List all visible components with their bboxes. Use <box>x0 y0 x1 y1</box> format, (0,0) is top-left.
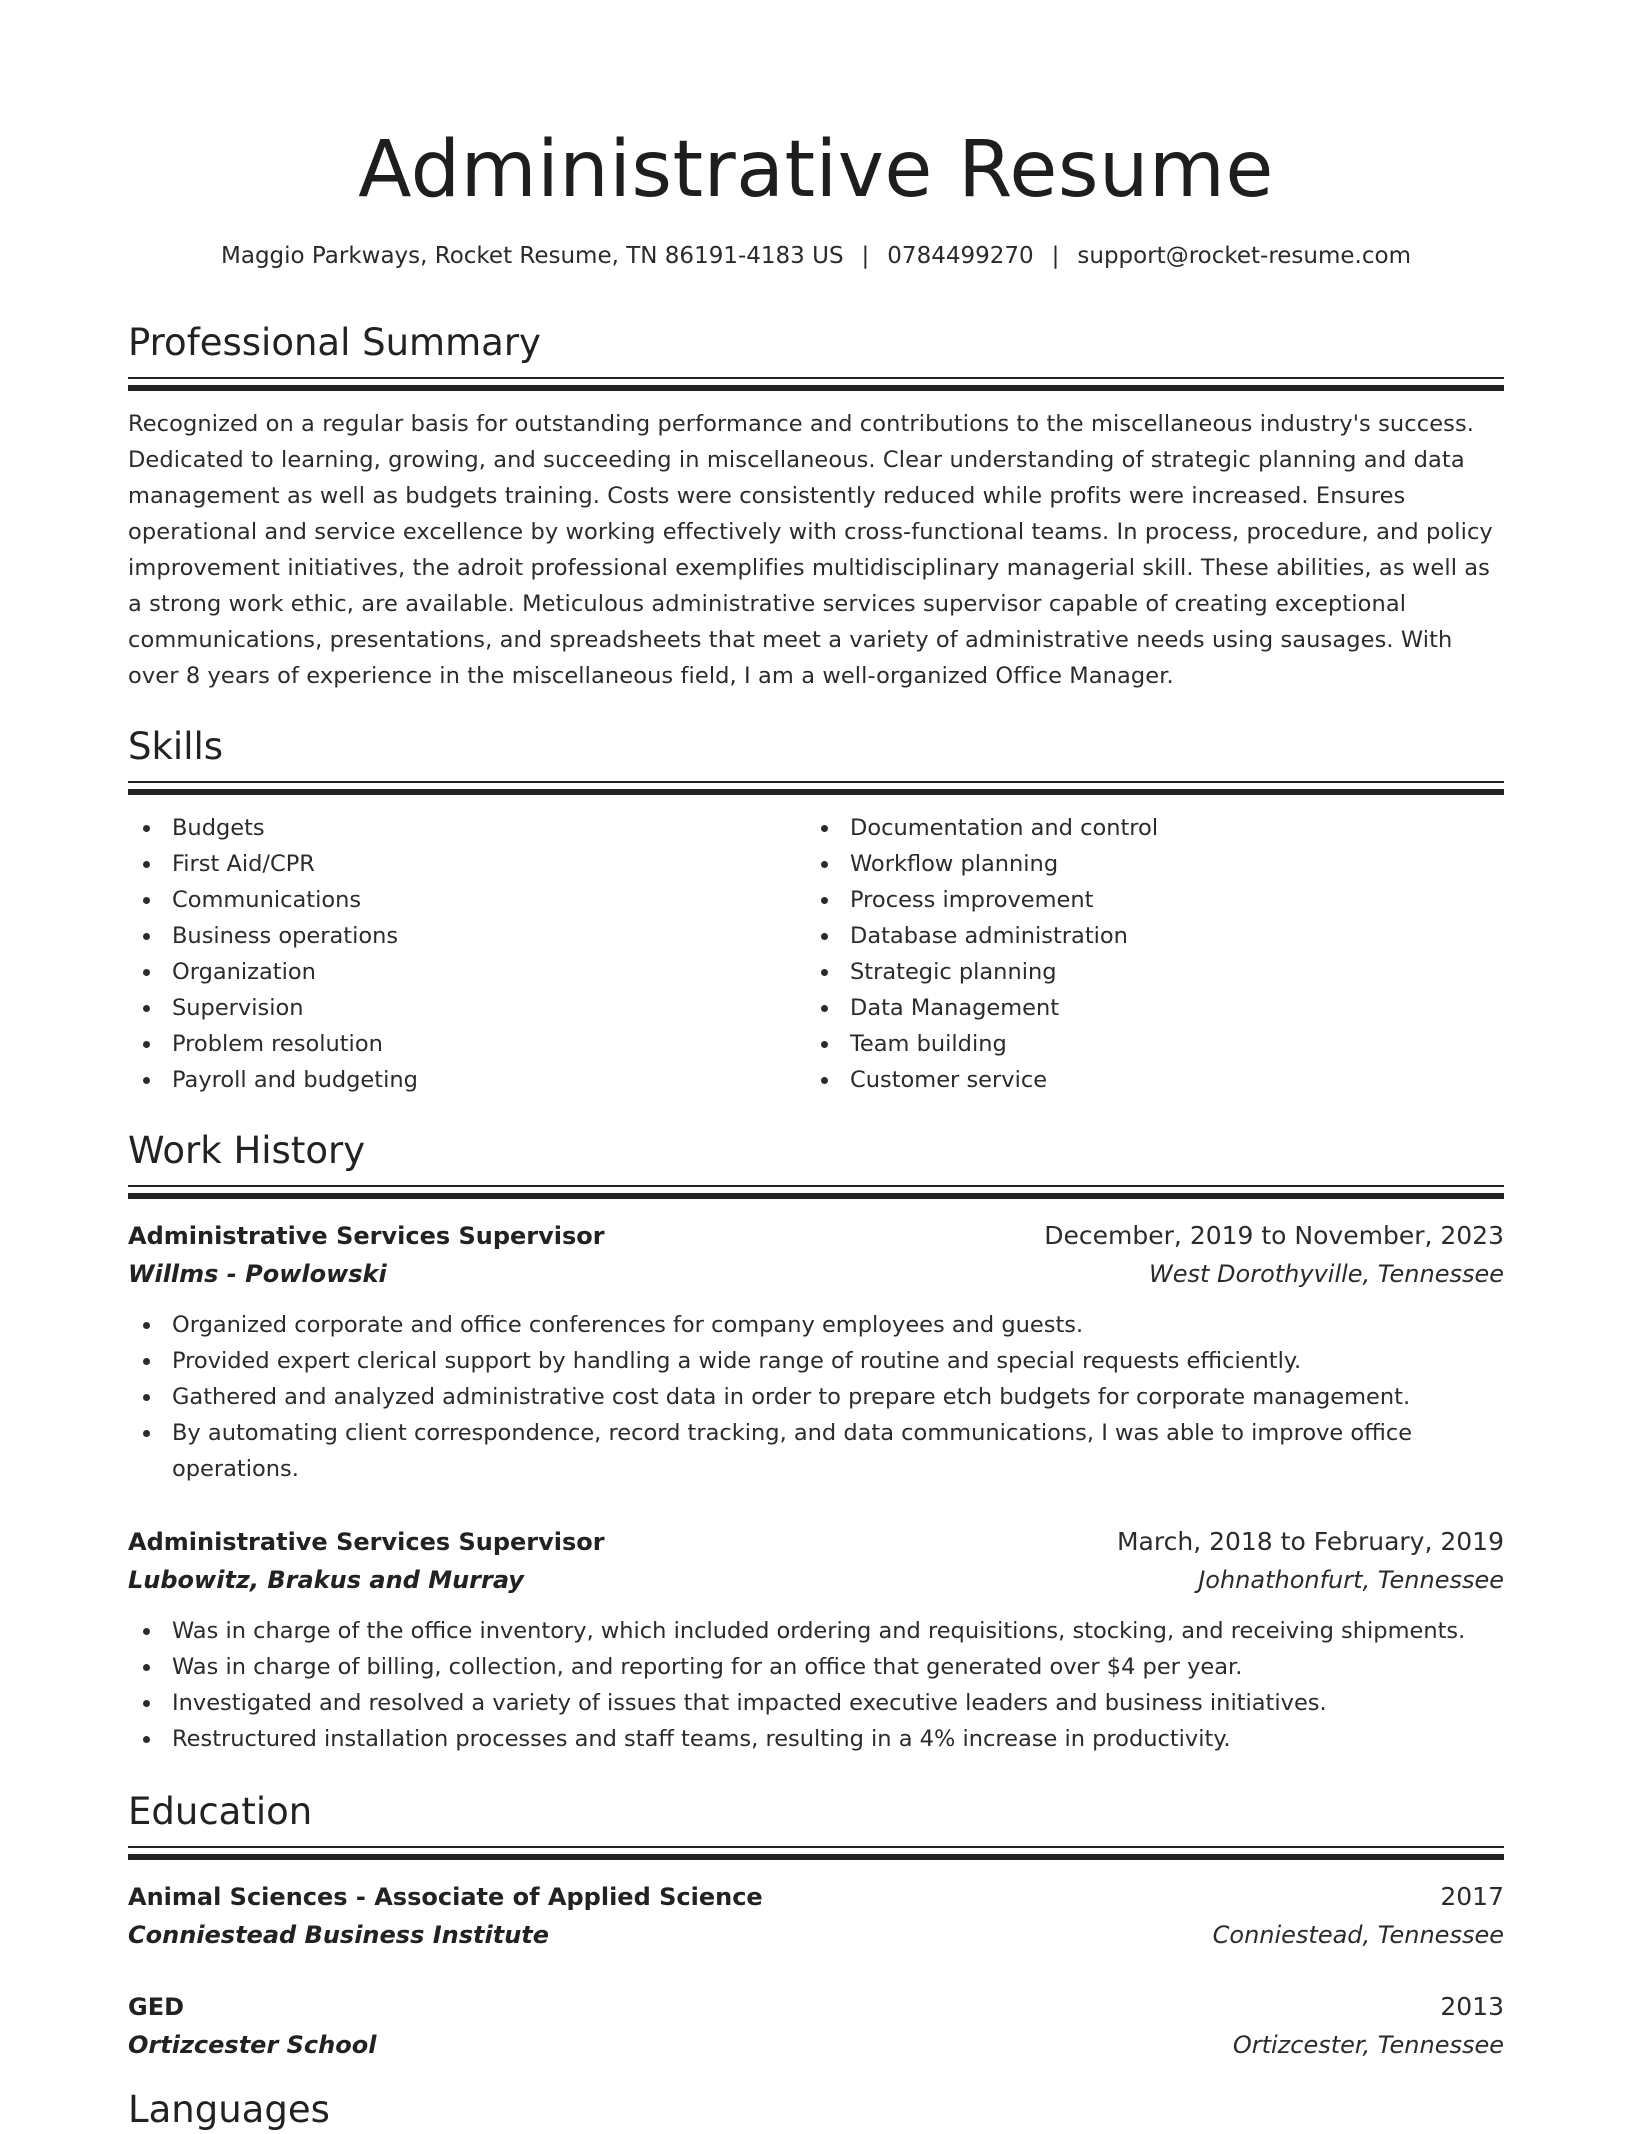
address: Maggio Parkways, Rocket Resume, TN 86191-4183 US <box>221 243 844 269</box>
job-entry <box>128 1523 1504 1757</box>
list-item: Database administration <box>806 918 1466 954</box>
list-item: Payroll and budgeting <box>128 1062 788 1098</box>
list-item: Data Management <box>806 990 1466 1026</box>
resume-page <box>128 0 1504 2131</box>
section-title-education: Education <box>128 1790 313 1833</box>
job-dates: March, 2018 to February, 2019 <box>1116 1527 1504 1556</box>
list-item: Organization <box>128 954 788 990</box>
job-title: Administrative Services Supervisor <box>128 1222 605 1250</box>
job-location: West Dorothyville, Tennessee <box>1149 1260 1504 1288</box>
list-item: Budgets <box>128 810 788 846</box>
list-item: Strategic planning <box>806 954 1466 990</box>
school-name: Ortizcester School <box>128 2031 377 2059</box>
section-title-skills: Skills <box>128 725 224 768</box>
job-entry <box>128 1217 1504 1487</box>
list-item: Problem resolution <box>128 1026 788 1062</box>
education-entry <box>128 1878 1504 1954</box>
job-bullets <box>128 1307 1504 1487</box>
school-name: Conniestead Business Institute <box>128 1921 550 1949</box>
school-location: Conniestead, Tennessee <box>1212 1921 1504 1949</box>
phone: 0784499270 <box>887 243 1034 269</box>
contact-line <box>128 238 1504 274</box>
degree: GED <box>128 1993 185 2021</box>
separator: | <box>861 243 870 269</box>
skills-list <box>128 810 788 1098</box>
list-item: Documentation and control <box>806 810 1466 846</box>
list-item: Process improvement <box>806 882 1466 918</box>
list-item: Was in charge of the office inventory, which included ordering and requisitions, stocking, and receiving shipments. <box>128 1613 1504 1649</box>
resume-title: Administrative Resume <box>358 125 1274 215</box>
section-divider <box>128 1846 1504 1861</box>
company-name: Lubowitz, Brakus and Murray <box>128 1566 524 1594</box>
section-title-work-history: Work History <box>128 1129 366 1172</box>
list-item: Provided expert clerical support by handling a wide range of routine and special requests efficiently. <box>128 1343 1504 1379</box>
company-name: Willms - Powlowski <box>128 1260 387 1288</box>
email: support@rocket-resume.com <box>1077 243 1411 269</box>
section-title-summary: Professional Summary <box>128 321 541 364</box>
skills-list <box>806 810 1466 1098</box>
education-entry <box>128 1988 1504 2064</box>
summary-text: Recognized on a regular basis for outstanding performance and contributions to the miscellaneous industry's success. Dedicated to learning, growing, and succeeding in miscellaneous. Clear understanding of strategic planning and data management as well as budgets training. Costs were consistently reduced while profits were increased. Ensures operational and service excellence by working effectively with cross-functional teams. In process, procedure, and policy improvement initiatives, the adroit professional exemplifies multidisciplinary managerial skill. These abilities, as well as a strong work ethic, are available. Meticulous administrative services supervisor capable of creating exceptional communications, presentations, and spreadsheets that meet a variety of administrative needs using sausages. With over 8 years of experience in the miscellaneous field, I am a well-organized Office Manager. <box>128 411 1493 689</box>
section-divider <box>128 1185 1504 1200</box>
job-bullets <box>128 1613 1504 1757</box>
list-item: Workflow planning <box>806 846 1466 882</box>
list-item: Team building <box>806 1026 1466 1062</box>
graduation-year: 2013 <box>1440 1992 1504 2021</box>
job-location: Johnathonfurt, Tennessee <box>1198 1566 1504 1594</box>
list-item: First Aid/CPR <box>128 846 788 882</box>
job-title: Administrative Services Supervisor <box>128 1528 605 1556</box>
list-item: Gathered and analyzed administrative cost data in order to prepare etch budgets for corporate management. <box>128 1379 1504 1415</box>
graduation-year: 2017 <box>1440 1882 1504 1911</box>
list-item: Was in charge of billing, collection, and reporting for an office that generated over $4 per year. <box>128 1649 1504 1685</box>
list-item: Communications <box>128 882 788 918</box>
list-item: Investigated and resolved a variety of issues that impacted executive leaders and business initiatives. <box>128 1685 1504 1721</box>
list-item: Organized corporate and office conferences for company employees and guests. <box>128 1307 1504 1343</box>
skills-column-left <box>128 810 788 1098</box>
section-divider <box>128 781 1504 796</box>
list-item: Business operations <box>128 918 788 954</box>
list-item: Supervision <box>128 990 788 1026</box>
section-divider <box>128 377 1504 392</box>
job-dates: December, 2019 to November, 2023 <box>1044 1221 1504 1250</box>
skills-column-right <box>806 810 1466 1098</box>
list-item: Customer service <box>806 1062 1466 1098</box>
list-item: By automating client correspondence, record tracking, and data communications, I was able to improve office operations. <box>128 1415 1504 1487</box>
separator: | <box>1051 243 1060 269</box>
section-title-languages: Languages <box>128 2088 330 2131</box>
degree: Animal Sciences - Associate of Applied Science <box>128 1883 763 1911</box>
school-location: Ortizcester, Tennessee <box>1232 2031 1504 2059</box>
list-item: Restructured installation processes and staff teams, resulting in a 4% increase in productivity. <box>128 1721 1504 1757</box>
